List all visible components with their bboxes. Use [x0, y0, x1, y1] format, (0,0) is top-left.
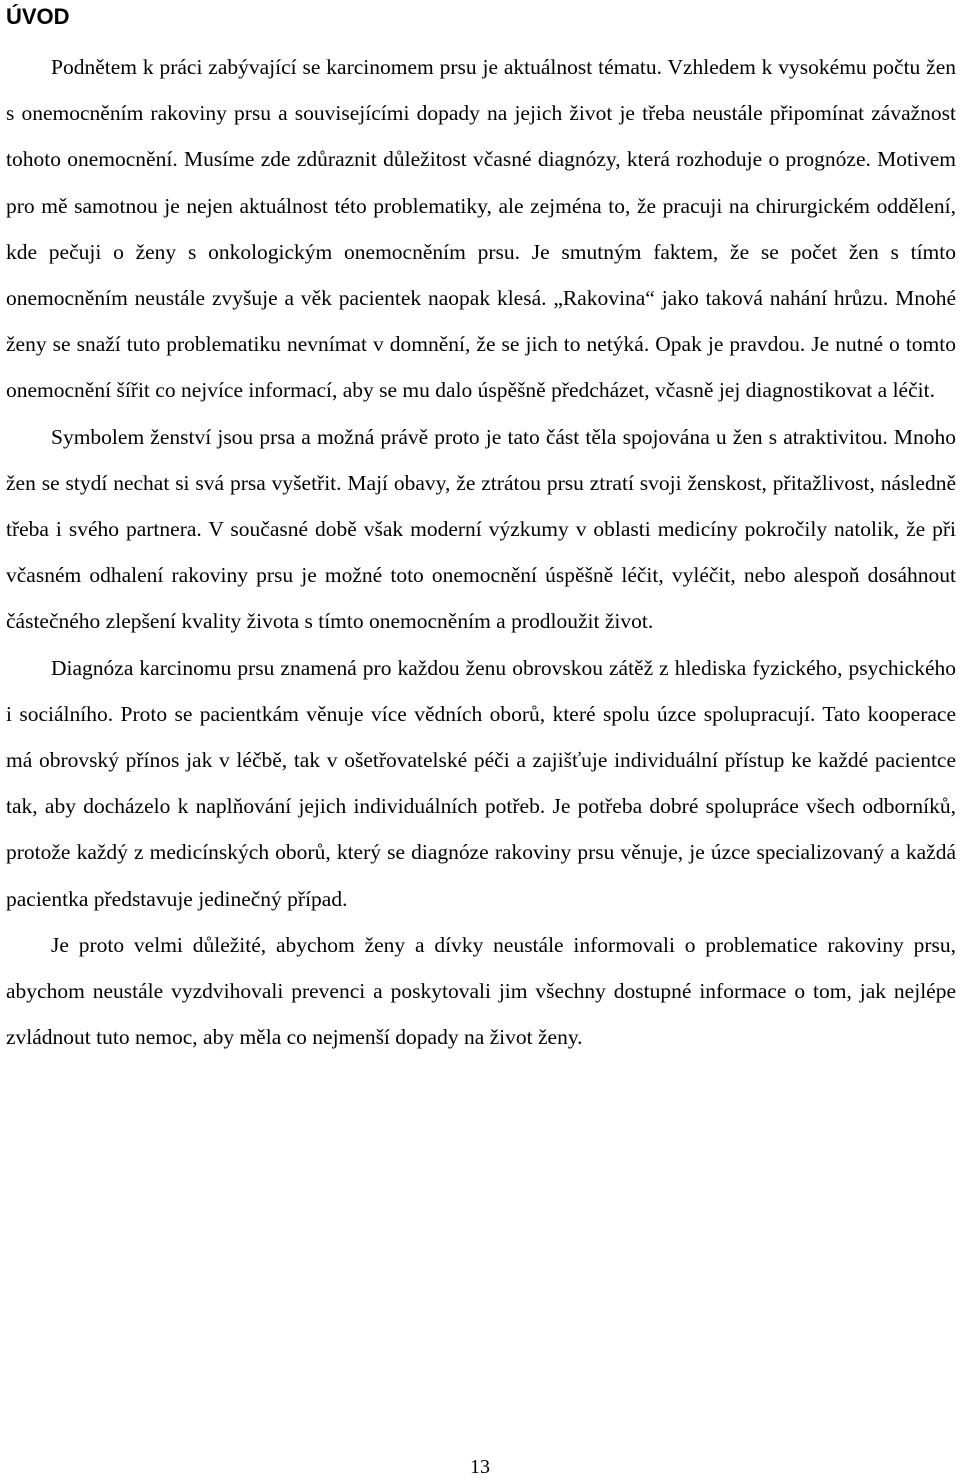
paragraph-4: Je proto velmi důležité, abychom ženy a dívky neustále informovali o problematice rakoviny prsu, abychom neustále vyzdvihovali prevenci a poskytovali jim všechny dostupné informace o tom, jak nejlépe zvládnout tuto nemoc, aby měla co nejmenší dopady na život ženy.: [6, 932, 956, 1050]
paragraph-2: Symbolem ženství jsou prsa a možná právě proto je tato část těla spojována u žen s atraktivitou. Mnoho žen se stydí nechat si svá prsa vyšetřit. Mají obavy, že ztrátou prsu ztratí svoji ženskost, přitažlivost, následně třeba i svého partnera. V současné době však moderní výzkumy v oblasti medicíny pokročily natolik, že při včasném odhalení rakoviny prsu je možné toto onemocnění úspěšně léčit, vyléčit, nebo alespoň dosáhnout částečného zlepšení kvality života s tímto onemocněním a prodloužit život.: [6, 424, 956, 634]
paragraph-1: Podnětem k práci zabývající se karcinomem prsu je aktuálnost tématu. Vzhledem k vysokému počtu žen s onemocněním rakoviny prsu a souvisejícími dopady na jejich život je třeba neustále připomínat závažnost tohoto onemocnění. Musíme zde zdůraznit důležitost včasné diagnózy, která rozhoduje o prognóze. Motivem pro mě samotnou je nejen aktuálnost této problematiky, ale zejména to, že pracuji na chirurgickém oddělení, kde pečuji o ženy s onkologickým onemocněním prsu. Je smutným faktem, že se počet žen s tímto onemocněním neustále zvyšuje a věk pacientek naopak klesá. „Rakovina“ jako taková nahání hrůzu. Mnohé ženy se snaží tuto problematiku nevnímat v domnění, že se jich to netýká. Opak je pravdou. Je nutné o tomto onemocnění šířit co nejvíce informací, aby se mu dalo úspěšně předcházet, včasně jej diagnostikovat a léčit.: [6, 55, 956, 403]
paragraph-3: Diagnóza karcinomu prsu znamená pro každou ženu obrovskou zátěž z hlediska fyzického, psychického i sociálního. Proto se pacientkám věnuje více vědních oborů, které spolu úzce spolupracují. Tato kooperace má obrovský přínos jak v léčbě, tak v ošetřovatelské péči a zajišťuje individuální přístup ke každé pacientce tak, aby docházelo k naplňování jejich individuálních potřeb. Je potřeba dobré spolupráce všech odborníků, protože každý z medicínských oborů, který se diagnóze rakoviny prsu věnuje, je úzce specializovaný a každá pacientka představuje jedinečný případ.: [6, 655, 956, 911]
page-title: ÚVOD: [6, 4, 70, 29]
page-number: 13: [470, 1456, 490, 1478]
body-text: [6, 44, 956, 1060]
